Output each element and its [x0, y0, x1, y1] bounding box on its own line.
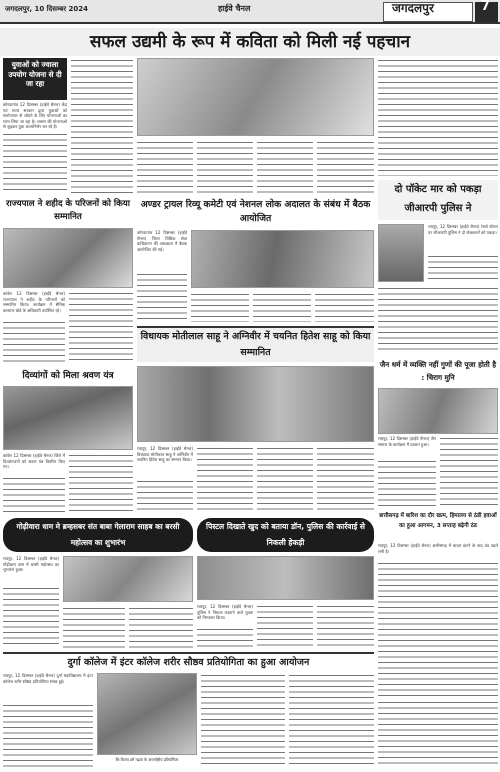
goddhivara-text: रायपुर, 12 दिसम्बर (हाईवे चैनल) गोढ़ीवारा धाम में बरसी महोत्सव का शुभारंभ हुआ।	[3, 556, 59, 572]
durga-college-text: रायपुर, 12 दिसम्बर (हाईवे चैनल) दुर्गा महाविद्यालय में इंटर कॉलेज शरीर सौष्ठव प्रतियोगिता संपन्न हुई।	[3, 673, 93, 684]
col1-governor-lines	[3, 320, 65, 364]
weather-text: रायपुर, 12 दिसम्बर (हाईवे चैनल) छत्तीसगढ़ में बादल छंटने के बाद ठंड बढ़ने लगी है।	[378, 543, 498, 554]
pocketmar-headline: दो पॉकेट मार को पकड़ा जीआरपी पुलिस ने	[378, 180, 498, 220]
mla-lines-d	[317, 446, 374, 514]
header-city: जगदलपुर	[392, 1, 434, 15]
jain-lines	[378, 459, 436, 507]
goddhivara-lines-c	[129, 606, 193, 648]
undertrial-lines-b	[191, 292, 249, 322]
mla-lines-c	[257, 446, 313, 514]
mla-lines	[137, 479, 193, 514]
jain-text: रायपुर, 12 दिसम्बर (हाईवे चैनल) जैन समाज के कार्यक्रम में प्रवचन हुआ।	[378, 436, 436, 447]
col1-governor-headline: राज्यपाल ने शहीद के परिजनों को किया सम्मानित	[6, 199, 130, 222]
header-city-box	[383, 2, 473, 22]
durga-college-caption: कि विजय डर्म गढ़ता के अन्तर्राष्ट्रीय प्रतियोगिता	[115, 757, 179, 762]
jain-photo	[378, 388, 498, 434]
undertrial-headline: अण्डर ट्रायल रिव्यू कमेटी एवं नेशनल लोक अदालत के संबंध में बैठक आयोजित	[140, 199, 371, 224]
kavita-story-lines-b	[137, 140, 193, 194]
col1-intro-text: कोण्डागांव 12 दिसम्बर (हाईवे चैनल) केंद्र एवं राज्य सरकार द्वारा युवाओं को स्वरोजगार से जोड़ने के लिए योजनाओं का लाभ लिया जा रहा है। शासन की योजनाओं से जुड़कर युवा आत्मनिर्भर बन रहे हैं।	[3, 102, 67, 129]
kavita-story-lines-e	[317, 140, 374, 194]
page-number: 7	[481, 0, 491, 14]
kavita-story-lines-d	[257, 140, 313, 194]
pistol-headline: पिस्टल दिखाते खुद को बताया डॉन, पुलिस की कार्रवाई से निकली हेकड़ी	[197, 518, 374, 552]
pistol-lines-c	[317, 604, 374, 648]
goddhivara-lines-b	[63, 606, 125, 648]
undertrial-lines-c	[253, 292, 311, 322]
weather-lines-b	[378, 700, 498, 767]
goddhivara-lines	[3, 586, 59, 648]
jain-headline: जैन धर्म में व्यक्ति नहीं गुणों की पूजा होती है : चिराग मुनि	[379, 360, 497, 382]
goddhivara-headline: गोढ़ीवारा धाम मे ब्रम्हसबर संत बाबा गेलाराम साहब का बरसी महोत्सव का शुभारंभ	[3, 518, 193, 552]
kavita-story-lines-c	[197, 140, 253, 194]
header-bar	[0, 0, 500, 24]
undertrial-lines	[137, 272, 187, 322]
col1-text-lines	[3, 132, 67, 194]
pocketmar-lines	[428, 254, 498, 282]
durga-college-lines-c	[289, 673, 374, 767]
durga-college-photo	[97, 673, 197, 755]
hearing-aid-photo	[3, 386, 133, 450]
undertrial-lines-d	[315, 292, 374, 322]
right-top-lines	[378, 58, 498, 176]
col1-hearing-headline: दिव्यांगों को मिला श्रवण यंत्र	[22, 371, 114, 381]
pistol-photo	[197, 556, 374, 600]
col1-hearing-lines-b	[69, 453, 133, 514]
pocketmar-text: रायपुर, 12 दिसम्बर (हाईवे चैनल) रेलवे स्टेशन पर जीआरपी पुलिस ने दो जेबकतरों को पकड़ा।	[428, 224, 498, 235]
col1-hearing-text: कांकेर 12 दिसम्बर (हाईवे चैनल) जिले में दिव्यांगजनों को श्रवण यंत्र वितरित किए गए।	[3, 453, 65, 469]
weather-headline: छत्तीसगढ़ में बारिश का दौर खत्म, हिमालय से ठंडी हवाओं का हुआ आगमन, 3 सप्ताह बढ़ेगी ठंड	[379, 513, 497, 529]
undertrial-photo	[191, 230, 374, 288]
weather-lines	[378, 561, 498, 697]
mla-text: रायपुर, 12 दिसम्बर (हाईवे चैनल) विधायक मोतीलाल साहू ने अग्निवीर में चयनित हितेश साहू का सम्मान किया।	[137, 446, 193, 462]
header-date: जगदलपुर, 10 दिसम्बर 2024	[5, 5, 89, 13]
undertrial-text: कोण्डागांव 12 दिसम्बर (हाईवे चैनल) जिला विधिक सेवा प्राधिकरण की अध्यक्षता में बैठक आयोजित की गई।	[137, 230, 187, 252]
col1-subhead: युवाओं को ज्वाला उपयोग योजना से दी जा रहा	[8, 60, 62, 88]
pistol-lines	[197, 627, 253, 648]
jain-lines-b	[440, 436, 498, 507]
col1-governor-text: कांकेर 12 दिसम्बर (हाईवे चैनल) राज्यपाल ने शहीद के परिजनों को सम्मानित किया। कार्यक्रम में सैनिक कल्याण बोर्ड के अधिकारी उपस्थित रहे।	[3, 291, 65, 313]
mla-lines-b	[197, 446, 253, 514]
col1-subhead-box	[3, 58, 67, 100]
kavita-story-lines-a	[71, 58, 133, 194]
page-number-box	[475, 2, 498, 22]
durga-college-lines	[3, 703, 93, 767]
header-paper-name: हाईवे चैनल	[218, 4, 251, 13]
banner-headline: सफल उद्यमी के रूप में कविता को मिली नई पहचान	[0, 28, 500, 56]
pocketmar-lines-b	[378, 286, 498, 354]
pistol-lines-b	[257, 604, 313, 648]
col1-governor-lines-b	[69, 291, 133, 364]
governor-photo	[3, 228, 133, 288]
durga-college-lines-b	[201, 673, 285, 767]
kavita-photo	[137, 58, 374, 136]
pocketmar-photo	[378, 224, 424, 282]
pistol-text: रायपुर, 12 दिसम्बर (हाईवे चैनल) पुलिस ने पिस्टल लहराने वाले युवक को गिरफ्तार किया।	[197, 604, 253, 620]
mla-photo	[137, 366, 374, 442]
durga-college-headline: दुर्गा कॉलेज में इंटर कॉलेज शरीर सौष्ठव प्रतियोगिता का हुआ आयोजन	[3, 652, 374, 670]
col1-hearing-lines	[3, 476, 65, 514]
goddhivara-photo	[63, 556, 193, 602]
mla-headline: विधायक मोतीलाल साहू ने अग्निवीर में चयनित हितेश साहू को किया सम्मानित	[140, 331, 371, 358]
mla-headline-box	[137, 326, 374, 362]
